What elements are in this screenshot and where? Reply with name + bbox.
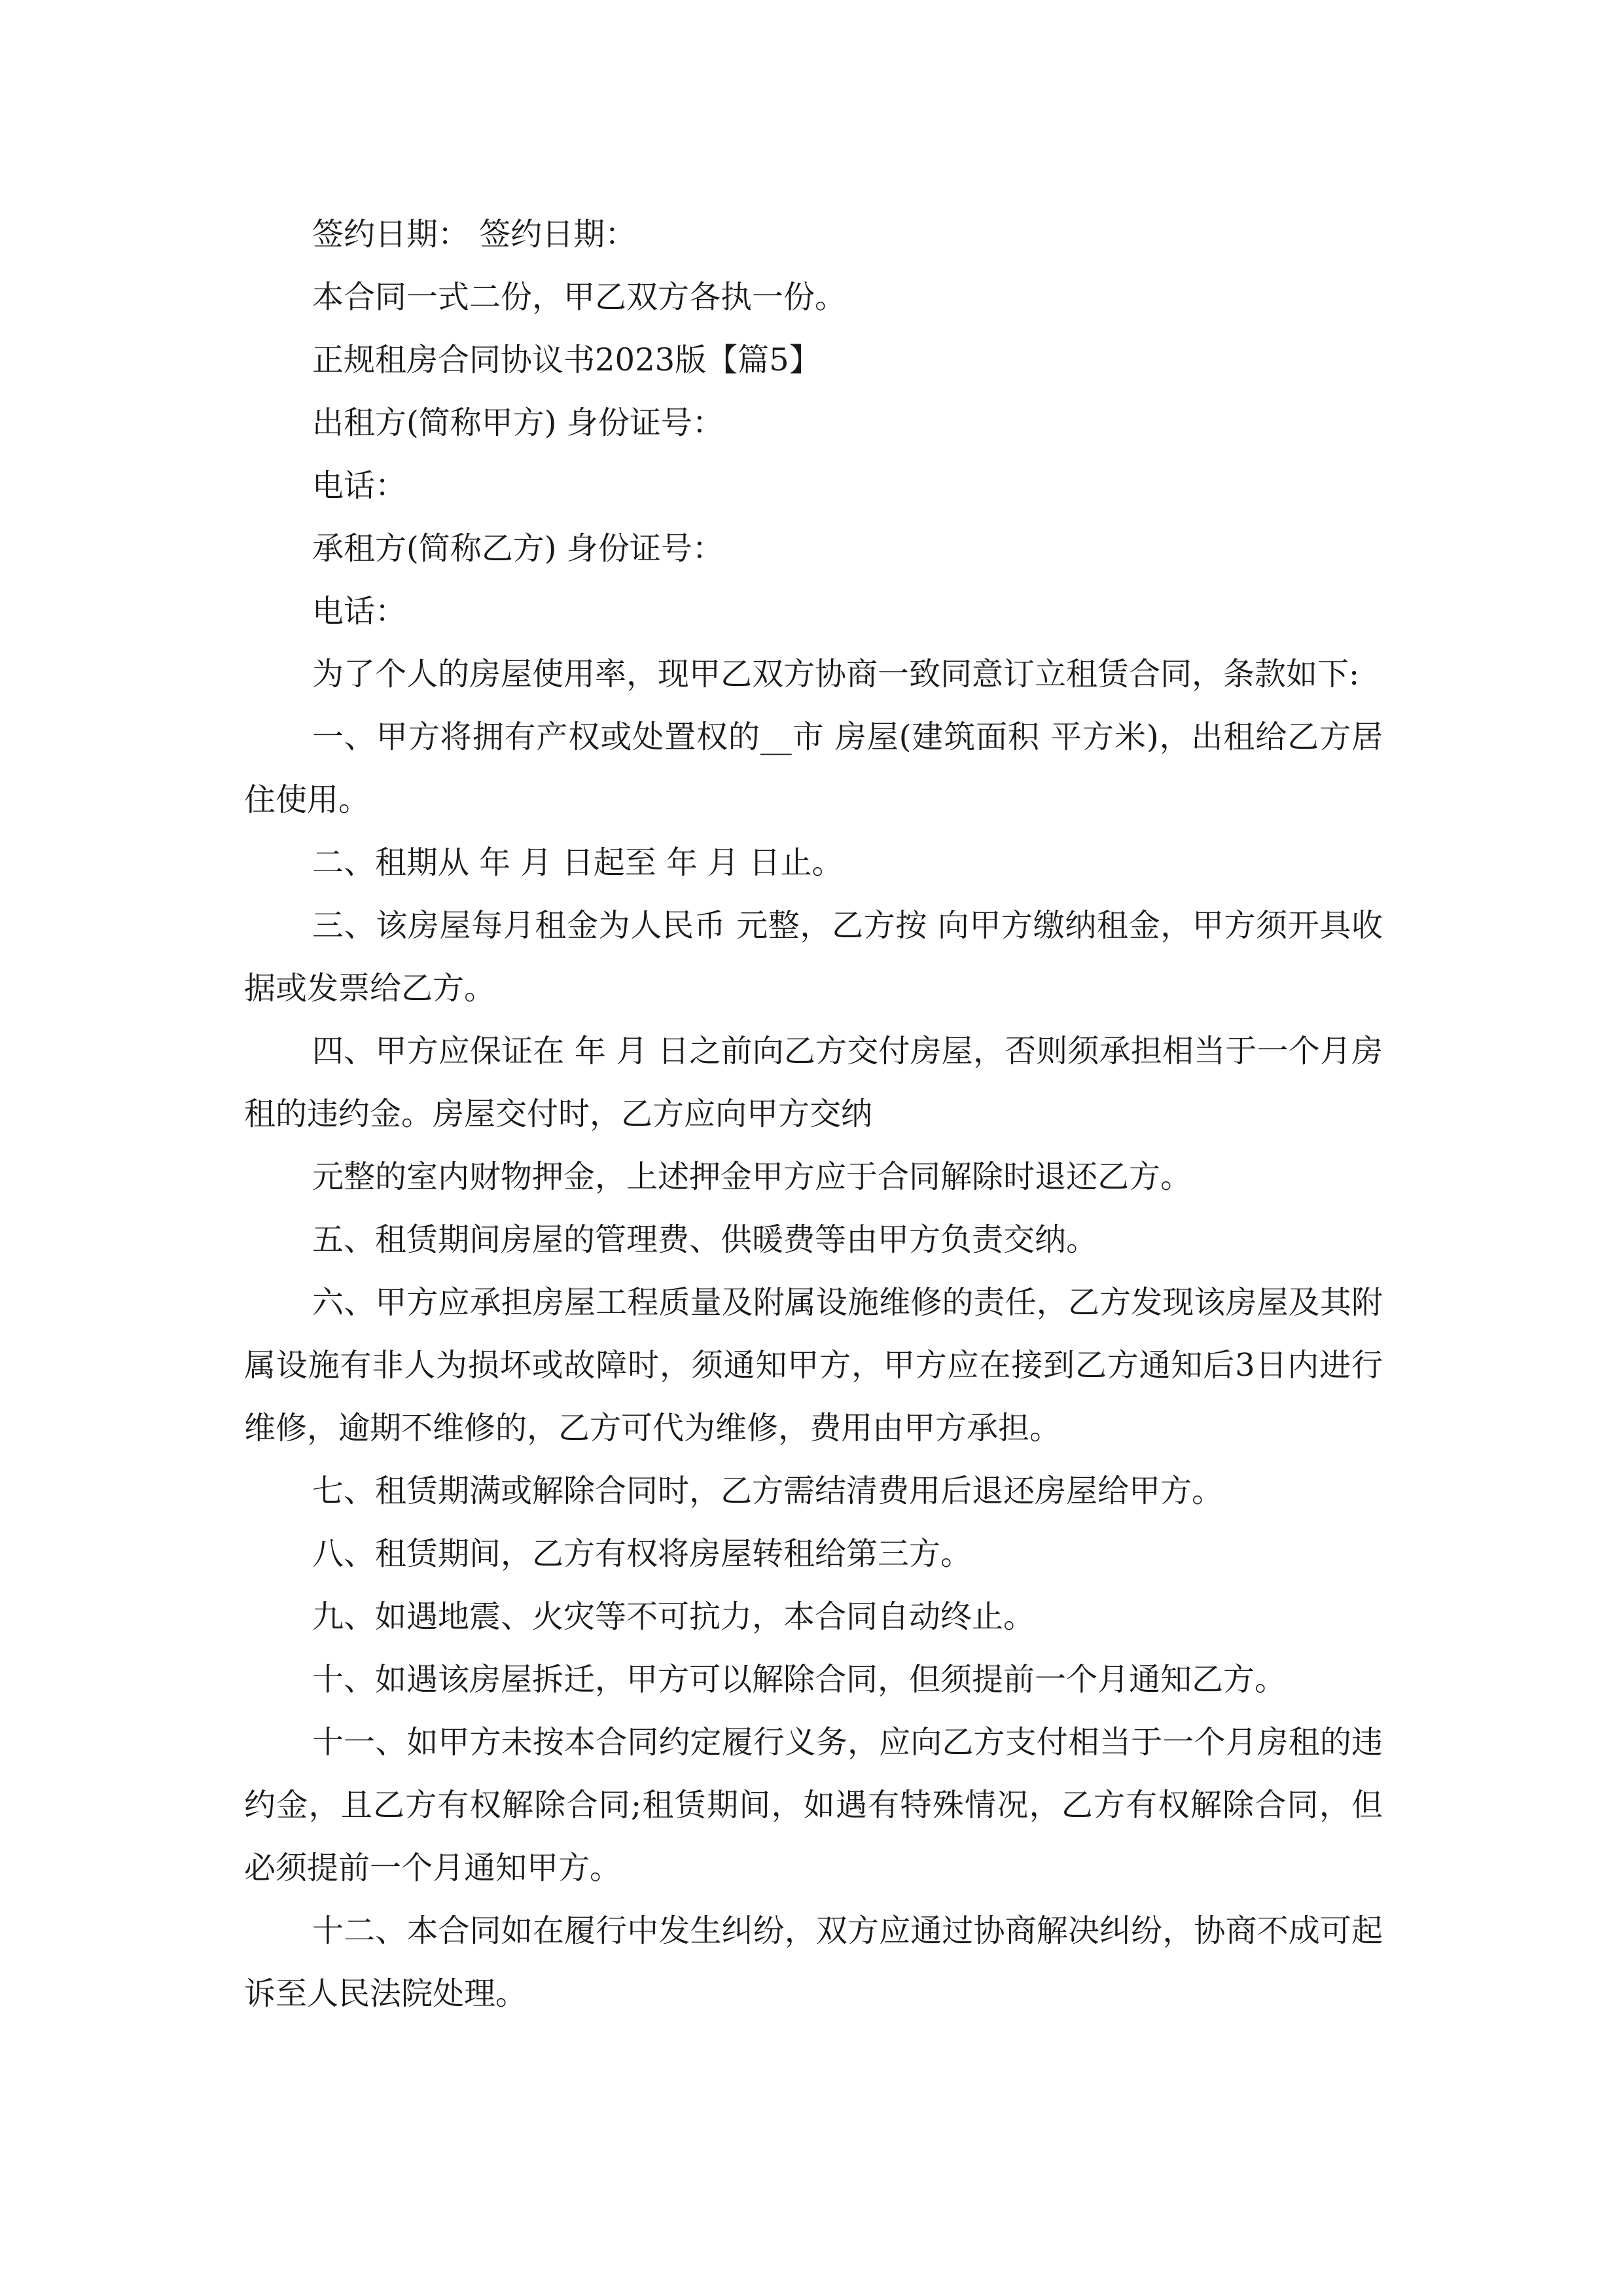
- clause-4-continued: 元整的室内财物押金，上述押金甲方应于合同解除时退还乙方。: [312, 1158, 1192, 1195]
- lessee-phone-line: 电话：: [312, 593, 407, 630]
- clause-6: 六、甲方应承担房屋工程质量及附属设施维修的责任，乙方发现该房屋及其附属设施有非人为损坏或故障时，须通知甲方，甲方应在接到乙方通知后3日内进行维修，逾期不维修的，乙方可代为维修，费用由甲方承担。: [244, 1284, 1383, 1446]
- preamble-paragraph: 为了个人的房屋使用率，现甲乙双方协商一致同意订立租赁合同，条款如下:: [312, 656, 1360, 692]
- copies-clause: 本合同一式二份，甲乙双方各执一份。: [312, 279, 847, 315]
- lessor-phone-line: 电话：: [312, 467, 407, 504]
- clause-10: 十、如遇该房屋拆迁，甲方可以解除合同，但须提前一个月通知乙方。: [312, 1661, 1287, 1698]
- clause-11: 十一、如甲方未按本合同约定履行义务，应向乙方支付相当于一个月房租的违约金，且乙方有权解除合同;租赁期间，如遇有特殊情况，乙方有权解除合同，但必须提前一个月通知甲方。: [244, 1724, 1383, 1886]
- clause-12: 十二、本合同如在履行中发生纠纷，双方应通过协商解决纠纷，协商不成可起诉至人民法院处理。: [244, 1912, 1383, 2012]
- lessee-id-line: 承租方(简称乙方) 身份证号：: [312, 530, 724, 567]
- clause-1: 一、甲方将拥有产权或处置权的__市 房屋(建筑面积 平方米)，出租给乙方居住使用。: [244, 719, 1383, 818]
- clause-8: 八、租赁期间，乙方有权将房屋转租给第三方。: [312, 1535, 972, 1572]
- signing-date-line: 签约日期： 签约日期：: [312, 216, 637, 253]
- clause-7: 七、租赁期满或解除合同时，乙方需结清费用后退还房屋给甲方。: [312, 1473, 1224, 1509]
- document-body: [244, 203, 1383, 2025]
- clause-3: 三、该房屋每月租金为人民币 元整，乙方按 向甲方缴纳租金，甲方须开具收据或发票给乙方。: [244, 907, 1383, 1007]
- clause-4: 四、甲方应保证在 年 月 日之前向乙方交付房屋，否则须承担相当于一个月房租的违约金。房屋交付时，乙方应向甲方交纳: [244, 1033, 1383, 1132]
- section-heading: 正规租房合同协议书2023版【篇5】: [312, 342, 821, 378]
- clause-2: 二、租期从 年 月 日起至 年 月 日止。: [312, 844, 844, 881]
- clause-9: 九、如遇地震、火灾等不可抗力，本合同自动终止。: [312, 1598, 1035, 1635]
- clause-5: 五、租赁期间房屋的管理费、供暖费等由甲方负责交纳。: [312, 1221, 1098, 1258]
- lessor-id-line: 出租方(简称甲方) 身份证号：: [312, 404, 724, 441]
